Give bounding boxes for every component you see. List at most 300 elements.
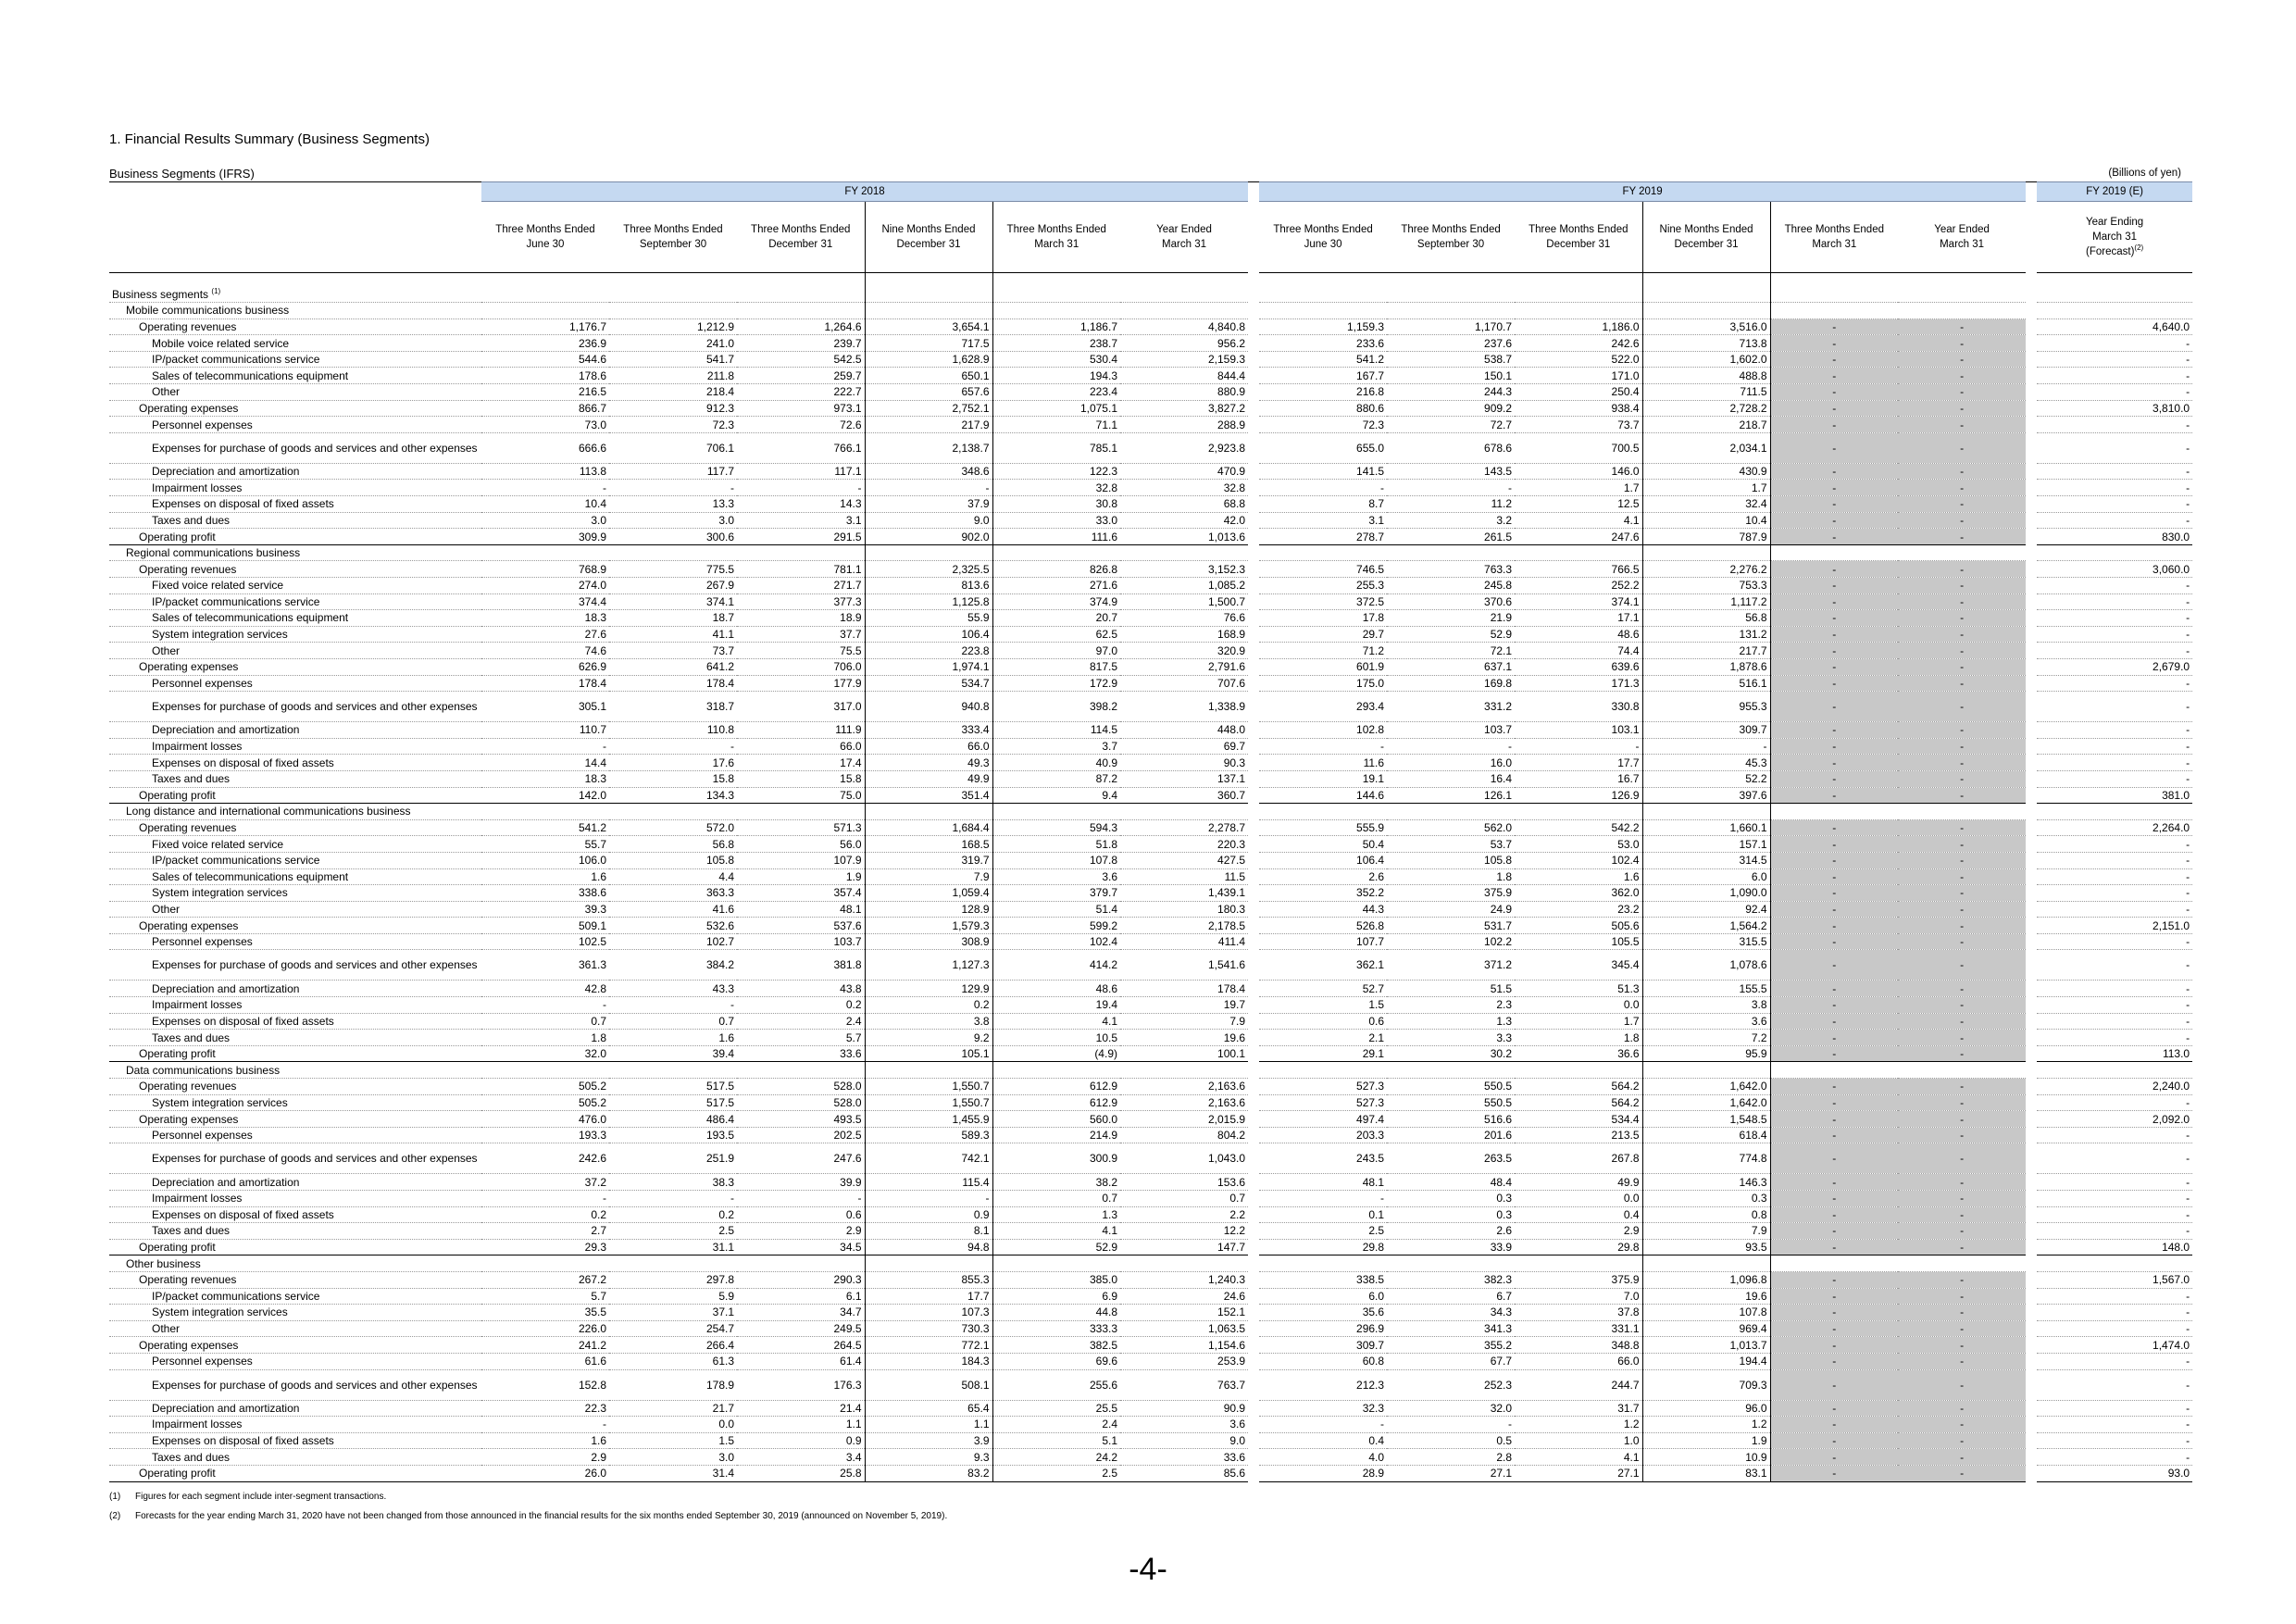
empty-cell — [2026, 1255, 2037, 1272]
value-cell: 641.2 — [609, 658, 737, 675]
column-header-line2: March 31 — [1162, 239, 1206, 250]
column-header-line1: Three Months Ended — [495, 224, 595, 235]
column-header-line1: Three Months Ended — [1273, 224, 1373, 235]
table-row — [109, 1465, 2192, 1481]
value-cell: 550.5 — [1387, 1079, 1515, 1095]
value-cell: - — [2037, 836, 2192, 853]
value-cell: 855.3 — [865, 1271, 992, 1288]
empty-cell — [1259, 303, 1387, 319]
value-cell: 1,567.0 — [2037, 1271, 2192, 1288]
value-cell: - — [1898, 1030, 2026, 1046]
value-cell: - — [1770, 770, 1898, 787]
row-label: Personnel expenses — [109, 417, 481, 433]
value-cell: 222.7 — [737, 384, 865, 401]
column-header-line1: Year Ended — [1156, 224, 1212, 235]
value-cell: 2.3 — [1387, 997, 1515, 1014]
column-gap — [1248, 868, 1259, 885]
value-cell: 76.6 — [1120, 610, 1248, 627]
value-cell: 110.8 — [609, 722, 737, 739]
footnote-2 — [109, 1506, 947, 1526]
value-cell: 309.9 — [481, 529, 609, 545]
table-row — [109, 496, 2192, 513]
empty-cell — [992, 286, 1120, 303]
value-cell: 371.2 — [1387, 950, 1515, 981]
value-cell: 267.8 — [1515, 1143, 1642, 1174]
table-row — [109, 561, 2192, 578]
table-row — [109, 868, 2192, 885]
value-cell: 530.4 — [992, 351, 1120, 368]
empty-cell — [1259, 1062, 1387, 1079]
value-cell: 19.1 — [1259, 770, 1387, 787]
value-cell: - — [2037, 351, 2192, 368]
value-cell: 1.8 — [1515, 1030, 1642, 1046]
value-cell: - — [1770, 319, 1898, 335]
column-header-line1: Nine Months Ended — [1659, 224, 1753, 235]
empty-cell — [737, 804, 865, 820]
value-cell: - — [1770, 1239, 1898, 1255]
value-cell: 1,541.6 — [1120, 950, 1248, 981]
value-cell: 72.3 — [1259, 417, 1387, 433]
value-cell: - — [2037, 1417, 2192, 1433]
column-gap — [1248, 400, 1259, 417]
value-cell: - — [1898, 417, 2026, 433]
value-cell: - — [1770, 1271, 1898, 1288]
value-cell: 844.4 — [1120, 368, 1248, 384]
table-row — [109, 1127, 2192, 1143]
row-label: Personnel expenses — [109, 1353, 481, 1369]
value-cell: - — [1770, 918, 1898, 934]
value-cell: 105.1 — [865, 1045, 992, 1062]
value-cell: 509.1 — [481, 918, 609, 934]
value-cell: 599.2 — [992, 918, 1120, 934]
value-cell: 352.2 — [1259, 885, 1387, 902]
value-cell: - — [2037, 496, 2192, 513]
column-header — [1642, 202, 1770, 273]
value-cell: 102.8 — [1259, 722, 1387, 739]
column-gap — [2026, 512, 2037, 529]
empty-cell — [1259, 544, 1387, 561]
value-cell: 38.2 — [992, 1174, 1120, 1191]
value-cell: 73.7 — [1515, 417, 1642, 433]
value-cell: 1.1 — [865, 1417, 992, 1433]
value-cell: - — [1770, 1174, 1898, 1191]
value-cell: 111.9 — [737, 722, 865, 739]
column-gap — [2026, 529, 2037, 545]
value-cell: 572.0 — [609, 819, 737, 836]
value-cell: 7.9 — [865, 868, 992, 885]
value-cell: 74.6 — [481, 643, 609, 659]
value-cell: 242.6 — [481, 1143, 609, 1174]
value-cell: 1.6 — [481, 1432, 609, 1449]
value-cell: 1.6 — [609, 1030, 737, 1046]
value-cell: 52.7 — [1259, 981, 1387, 997]
value-cell: - — [1770, 1223, 1898, 1240]
value-cell: 560.0 — [992, 1111, 1120, 1128]
value-cell: 212.3 — [1259, 1369, 1387, 1400]
segment-name: Mobile communications business — [109, 303, 481, 319]
value-cell: 178.6 — [481, 368, 609, 384]
value-cell: 0.7 — [992, 1191, 1120, 1207]
table-row — [109, 901, 2192, 918]
table-row — [109, 950, 2192, 981]
value-cell: - — [1898, 1174, 2026, 1191]
value-cell: - — [1770, 836, 1898, 853]
value-cell: 263.5 — [1387, 1143, 1515, 1174]
table-row — [109, 286, 2192, 303]
value-cell: 244.7 — [1515, 1369, 1642, 1400]
column-gap — [2026, 1030, 2037, 1046]
column-gap — [2026, 1337, 2037, 1354]
value-cell: 16.0 — [1387, 755, 1515, 771]
value-cell: 202.5 — [737, 1127, 865, 1143]
value-cell: 2,278.7 — [1120, 819, 1248, 836]
table-row — [109, 675, 2192, 692]
value-cell: 48.6 — [1515, 626, 1642, 643]
value-cell: 1,642.0 — [1642, 1079, 1770, 1095]
value-cell: 29.8 — [1259, 1239, 1387, 1255]
value-cell: 2.9 — [737, 1223, 865, 1240]
value-cell: 37.1 — [609, 1305, 737, 1321]
value-cell: 0.9 — [865, 1206, 992, 1223]
empty-cell — [481, 804, 609, 820]
value-cell: 33.6 — [737, 1045, 865, 1062]
empty-cell — [481, 303, 609, 319]
value-cell: 3.1 — [1259, 512, 1387, 529]
column-header-line2: March 31 — [1812, 239, 1857, 250]
value-cell: 178.4 — [609, 675, 737, 692]
value-cell: 171.3 — [1515, 675, 1642, 692]
column-gap — [2026, 836, 2037, 853]
value-cell: 345.4 — [1515, 950, 1642, 981]
value-cell: 1.9 — [737, 868, 865, 885]
value-cell: - — [1898, 1143, 2026, 1174]
value-cell: 955.3 — [1642, 692, 1770, 722]
value-cell: - — [1898, 1079, 2026, 1095]
value-cell: - — [1898, 1320, 2026, 1337]
value-cell: - — [1898, 950, 2026, 981]
table-row — [109, 1449, 2192, 1466]
column-gap — [1248, 1271, 1259, 1288]
value-cell: 589.3 — [865, 1127, 992, 1143]
value-cell: - — [2037, 643, 2192, 659]
row-label: Sales of telecommunications equipment — [109, 868, 481, 885]
value-cell: 32.8 — [1120, 480, 1248, 496]
empty-cell — [609, 286, 737, 303]
value-cell: - — [1898, 319, 2026, 335]
value-cell: - — [1898, 675, 2026, 692]
value-cell: 33.0 — [992, 512, 1120, 529]
value-cell: 39.3 — [481, 901, 609, 918]
value-cell: 147.7 — [1120, 1239, 1248, 1255]
row-label: IP/packet communications service — [109, 351, 481, 368]
value-cell: 19.4 — [992, 997, 1120, 1014]
table-row — [109, 836, 2192, 853]
value-cell: 72.6 — [737, 417, 865, 433]
empty-cell — [1387, 286, 1515, 303]
empty-cell — [1642, 804, 1770, 820]
value-cell: 470.9 — [1120, 463, 1248, 480]
value-cell: - — [1770, 852, 1898, 868]
value-cell: 1,264.6 — [737, 319, 865, 335]
value-cell: 1.3 — [1387, 1013, 1515, 1030]
value-cell: - — [2037, 384, 2192, 401]
empty-cell — [1387, 1062, 1515, 1079]
value-cell: 33.6 — [1120, 1449, 1248, 1466]
value-cell: 4.0 — [1259, 1449, 1387, 1466]
value-cell: - — [1387, 480, 1515, 496]
column-gap — [1248, 1239, 1259, 1255]
value-cell: 83.2 — [865, 1465, 992, 1481]
value-cell: - — [1898, 755, 2026, 771]
value-cell: 168.5 — [865, 836, 992, 853]
value-cell: 14.3 — [737, 496, 865, 513]
value-cell: 18.3 — [481, 610, 609, 627]
value-cell: 3.0 — [609, 1449, 737, 1466]
table-row — [109, 1417, 2192, 1433]
column-gap — [2026, 480, 2037, 496]
column-gap — [2026, 351, 2037, 368]
value-cell: 142.0 — [481, 787, 609, 804]
value-cell: 2.5 — [609, 1223, 737, 1240]
value-cell: 6.0 — [1259, 1288, 1387, 1305]
value-cell: - — [1770, 463, 1898, 480]
value-cell: 247.6 — [1515, 529, 1642, 545]
value-cell: 1.1 — [737, 1417, 865, 1433]
value-cell: - — [1770, 675, 1898, 692]
value-cell: 55.9 — [865, 610, 992, 627]
row-label: Expenses on disposal of fixed assets — [109, 755, 481, 771]
value-cell: 19.7 — [1120, 997, 1248, 1014]
table-row — [109, 1013, 2192, 1030]
value-cell: 49.3 — [865, 755, 992, 771]
empty-cell — [481, 544, 609, 561]
value-cell: 128.9 — [865, 901, 992, 918]
column-gap — [2026, 658, 2037, 675]
value-cell: 766.1 — [737, 432, 865, 463]
value-cell: 1,602.0 — [1642, 351, 1770, 368]
row-label: Operating profit — [109, 787, 481, 804]
row-label: Operating revenues — [109, 819, 481, 836]
row-label: Other — [109, 384, 481, 401]
value-cell: - — [1898, 1288, 2026, 1305]
empty-cell — [1770, 303, 1898, 319]
column-header-line2: June 30 — [526, 239, 565, 250]
value-cell: - — [1898, 593, 2026, 610]
value-cell: - — [1770, 1417, 1898, 1433]
value-cell: 700.5 — [1515, 432, 1642, 463]
value-cell: 4.1 — [992, 1223, 1120, 1240]
row-label: Other — [109, 1320, 481, 1337]
value-cell: 73.0 — [481, 417, 609, 433]
column-gap — [1248, 1400, 1259, 1417]
value-cell: 290.3 — [737, 1271, 865, 1288]
value-cell: 48.4 — [1387, 1174, 1515, 1191]
segment-header-row — [109, 303, 2192, 319]
value-cell: 331.1 — [1515, 1320, 1642, 1337]
value-cell: 2,679.0 — [2037, 658, 2192, 675]
column-header-line1: Three Months Ended — [751, 224, 851, 235]
value-cell: 300.6 — [609, 529, 737, 545]
value-cell: 564.2 — [1515, 1079, 1642, 1095]
column-gap — [1248, 1337, 1259, 1354]
header-rule-row — [109, 273, 2192, 287]
value-cell: 274.0 — [481, 578, 609, 594]
value-cell: 24.9 — [1387, 901, 1515, 918]
fiscal-year-header-row — [109, 182, 2192, 202]
value-cell: 17.1 — [1515, 610, 1642, 627]
value-cell: 505.2 — [481, 1079, 609, 1095]
value-cell: 45.3 — [1642, 755, 1770, 771]
value-cell: 122.3 — [992, 463, 1120, 480]
value-cell: 220.3 — [1120, 836, 1248, 853]
value-cell: 813.6 — [865, 578, 992, 594]
value-cell: 375.9 — [1515, 1271, 1642, 1288]
value-cell: - — [2037, 738, 2192, 755]
column-gap — [2026, 1111, 2037, 1128]
row-label: Expenses on disposal of fixed assets — [109, 1432, 481, 1449]
row-label: Expenses on disposal of fixed assets — [109, 1206, 481, 1223]
row-label: Taxes and dues — [109, 512, 481, 529]
column-gap — [1248, 529, 1259, 545]
value-cell: - — [1898, 1013, 2026, 1030]
column-header — [1515, 202, 1642, 273]
value-cell: 476.0 — [481, 1111, 609, 1128]
column-header — [1387, 202, 1515, 273]
value-cell: 56.8 — [609, 836, 737, 853]
column-gap — [2026, 692, 2037, 722]
value-cell: 0.3 — [1387, 1191, 1515, 1207]
empty-cell — [1642, 286, 1770, 303]
value-cell: 2,163.6 — [1120, 1079, 1248, 1095]
column-gap — [1248, 1417, 1259, 1433]
value-cell: - — [1770, 1111, 1898, 1128]
value-cell: 637.1 — [1387, 658, 1515, 675]
column-gap — [2026, 1353, 2037, 1369]
column-gap — [1248, 819, 1259, 836]
value-cell: - — [1770, 901, 1898, 918]
value-cell: - — [1898, 1094, 2026, 1111]
value-cell: 711.5 — [1642, 384, 1770, 401]
value-cell: 3.0 — [609, 512, 737, 529]
value-cell: 21.9 — [1387, 610, 1515, 627]
value-cell: 83.1 — [1642, 1465, 1770, 1481]
value-cell: 16.4 — [1387, 770, 1515, 787]
value-cell: 24.2 — [992, 1449, 1120, 1466]
value-cell: - — [1898, 738, 2026, 755]
value-cell: 37.9 — [865, 496, 992, 513]
column-gap — [2026, 722, 2037, 739]
value-cell: - — [2037, 901, 2192, 918]
value-cell: - — [2037, 1432, 2192, 1449]
table-row — [109, 1079, 2192, 1095]
value-cell: 775.5 — [609, 561, 737, 578]
column-gap — [2026, 1191, 2037, 1207]
row-label: Impairment losses — [109, 997, 481, 1014]
value-cell: 2.2 — [1120, 1206, 1248, 1223]
value-cell: 201.6 — [1387, 1127, 1515, 1143]
column-header — [609, 202, 737, 273]
column-gap — [1248, 643, 1259, 659]
value-cell: 4,840.8 — [1120, 319, 1248, 335]
segment-name: Regional communications business — [109, 544, 481, 561]
value-cell: - — [1898, 626, 2026, 643]
column-header — [737, 202, 865, 273]
value-cell: 1,117.2 — [1642, 593, 1770, 610]
value-cell: 2,178.5 — [1120, 918, 1248, 934]
value-cell: - — [1259, 738, 1387, 755]
value-cell: 3,060.0 — [2037, 561, 2192, 578]
value-cell: - — [1898, 787, 2026, 804]
column-gap — [2026, 787, 2037, 804]
row-label: Operating expenses — [109, 658, 481, 675]
value-cell: 381.0 — [2037, 787, 2192, 804]
value-cell: 880.9 — [1120, 384, 1248, 401]
value-cell: 374.9 — [992, 593, 1120, 610]
row-label: Operating revenues — [109, 1271, 481, 1288]
value-cell: 193.5 — [609, 1127, 737, 1143]
column-gap — [1248, 950, 1259, 981]
value-cell: - — [1898, 819, 2026, 836]
value-cell: 1,579.3 — [865, 918, 992, 934]
value-cell: 12.5 — [1515, 496, 1642, 513]
empty-cell — [1120, 804, 1248, 820]
column-gap — [2026, 368, 2037, 384]
value-cell: 517.5 — [609, 1079, 737, 1095]
segment-header-row — [109, 544, 2192, 561]
value-cell: 3.0 — [481, 512, 609, 529]
column-gap — [1248, 1432, 1259, 1449]
value-cell: 10.5 — [992, 1030, 1120, 1046]
value-cell: 106.0 — [481, 852, 609, 868]
column-gap — [2026, 1174, 2037, 1191]
value-cell: 1,096.8 — [1642, 1271, 1770, 1288]
value-cell: 194.3 — [992, 368, 1120, 384]
column-gap — [1248, 852, 1259, 868]
value-cell: 9.4 — [992, 787, 1120, 804]
value-cell: 37.8 — [1515, 1305, 1642, 1321]
empty-cell — [1770, 804, 1898, 820]
value-cell: 6.1 — [737, 1288, 865, 1305]
value-cell: 252.3 — [1387, 1369, 1515, 1400]
value-cell: 271.7 — [737, 578, 865, 594]
value-cell: 1,548.5 — [1642, 1111, 1770, 1128]
value-cell: 49.9 — [1515, 1174, 1642, 1191]
row-label: Operating profit — [109, 1465, 481, 1481]
row-label: Operating profit — [109, 1239, 481, 1255]
value-cell: - — [2037, 1143, 2192, 1174]
value-cell: 180.3 — [1120, 901, 1248, 918]
empty-cell — [609, 303, 737, 319]
footnote-2-text: Forecasts for the year ending March 31, 2020 have not been changed from those announced in the financial results for the six months ended September 30, 2019 (announced on November 5, 2019). — [135, 1511, 948, 1521]
table-row — [109, 432, 2192, 463]
value-cell: 2,791.6 — [1120, 658, 1248, 675]
value-cell: - — [1770, 1432, 1898, 1449]
column-gap — [2026, 1417, 2037, 1433]
value-cell: - — [1898, 1465, 2026, 1481]
value-cell: 427.5 — [1120, 852, 1248, 868]
value-cell: 0.3 — [1642, 1191, 1770, 1207]
value-cell: - — [1770, 417, 1898, 433]
value-cell: - — [2037, 512, 2192, 529]
value-cell: 12.2 — [1120, 1223, 1248, 1240]
value-cell: 0.3 — [1387, 1206, 1515, 1223]
column-header-line2: September 30 — [639, 239, 707, 250]
value-cell: 18.7 — [609, 610, 737, 627]
value-cell: 103.7 — [1387, 722, 1515, 739]
value-cell: - — [1770, 561, 1898, 578]
value-cell: 7.9 — [1642, 1223, 1770, 1240]
header-gap — [1248, 182, 1259, 202]
